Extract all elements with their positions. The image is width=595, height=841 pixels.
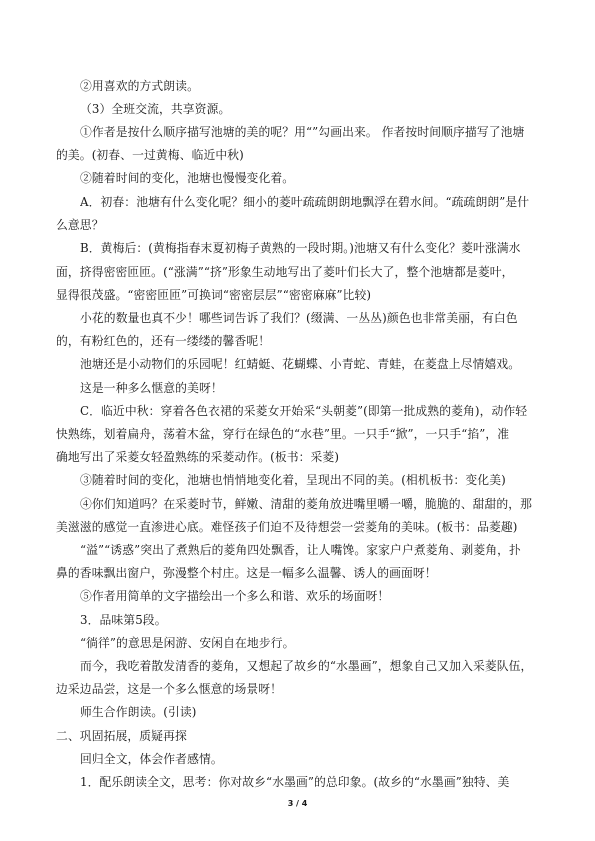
text-line: ⑤作者用简单的文字描绘出一个多么和谐、欢乐的场面呀！ bbox=[80, 589, 390, 603]
text-line: 小花的数量也真不少！哪些词告诉了我们？(缀满、一丛丛)颜色也非常美丽，有白色 bbox=[80, 311, 518, 325]
text-line: A．初春：池塘有什么变化呢？细小的菱叶疏疏朗朗地飘浮在碧水间。“疏疏朗朗”是什 bbox=[80, 195, 530, 209]
text-line: ②用喜欢的方式朗读。 bbox=[80, 79, 199, 93]
text-line: 这是一种多么惬意的美呀！ bbox=[80, 381, 223, 395]
text-line: 回归全文，体会作者感情。 bbox=[80, 752, 223, 766]
text-line: C．临近中秋：穿着各色衣裙的采菱女开始采“头朝菱”(即第一批成熟的菱角)，动作轻 bbox=[80, 404, 528, 418]
text-line: 显得很茂盛。“密密匝匝”可换词“密密层层”“密密麻麻”比较) bbox=[56, 288, 372, 302]
text-line: 师生合作朗读。(引读) bbox=[80, 705, 197, 719]
section-heading: 二、巩固拓展，质疑再探 bbox=[56, 729, 187, 743]
text-line: 么意思？ bbox=[56, 218, 104, 232]
text-line: （3）全班交流，共享资源。 bbox=[80, 102, 231, 116]
text-line: 鼻的香味飘出窗户，弥漫整个村庄。这是一幅多么温馨、诱人的画面呀！ bbox=[56, 566, 437, 580]
text-line: “徜徉”的意思是闲游、安闲自在地步行。 bbox=[80, 636, 295, 650]
text-line: 的美。(初春、一过黄梅、临近中秋) bbox=[56, 148, 244, 162]
text-line: 的，有粉红色的，还有一缕缕的馨香呢！ bbox=[56, 334, 271, 348]
text-line: 确地写出了采菱女轻盈熟练的采菱动作。(板书：采菱) bbox=[56, 450, 340, 464]
text-line: ②随着时间的变化，池塘也慢慢变化着。 bbox=[80, 171, 295, 185]
page-number: 3 / 4 bbox=[287, 799, 308, 808]
text-line: 快熟练，划着扁舟，荡着木盆，穿行在绿色的“水巷”里。一只手“掀”，一只手“掐”，准 bbox=[56, 427, 510, 441]
text-line: 3．品味第5段。 bbox=[80, 613, 167, 627]
text-line: ③随着时间的变化，池塘也悄悄地变化着，呈现出不同的美。(相机板书：变化美) bbox=[80, 473, 506, 487]
text-line: ①作者是按什么顺序描写池塘的美的呢？用“”勾画出来。 作者按时间顺序描写了池塘 bbox=[80, 125, 525, 139]
text-line: 美滋滋的感觉一直渗进心底。难怪孩子们迫不及待想尝一尝菱角的美味。(板书：品菱趣) bbox=[56, 520, 518, 534]
text-line: 而今，我吃着散发清香的菱角，又想起了故乡的“水墨画”，想象自己又加入采菱队伍， bbox=[80, 659, 533, 673]
text-line: 边采边品尝，这是一个多么惬意的场景呀！ bbox=[56, 682, 283, 696]
text-line: “溢”“诱惑”突出了煮熟后的菱角四处飘香，让人嘴馋。家家户户煮菱角、剥菱角，扑 bbox=[80, 543, 521, 557]
text-line: 面，挤得密密匝匝。(“涨满”“挤”形象生动地写出了菱叶们长大了，整个池塘都是菱叶， bbox=[56, 265, 514, 279]
text-line: 1．配乐朗读全文，思考：你对故乡“水墨画”的总印象。(故乡的“水墨画”独特、美 bbox=[80, 775, 510, 789]
text-line: B．黄梅后：(黄梅指春末夏初梅子黄熟的一段时期。)池塘又有什么变化？菱叶涨满水 bbox=[80, 241, 521, 255]
text-line: 池塘还是小动物们的乐园呢！红蜻蜓、花蝴蝶、小青蛇、青蛙，在菱盘上尽情嬉戏。 bbox=[80, 357, 521, 371]
text-line: ④你们知道吗？在采菱时节，鲜嫩、清甜的菱角放进嘴里嚼一嚼，脆脆的、甜甜的，那 bbox=[80, 497, 533, 511]
